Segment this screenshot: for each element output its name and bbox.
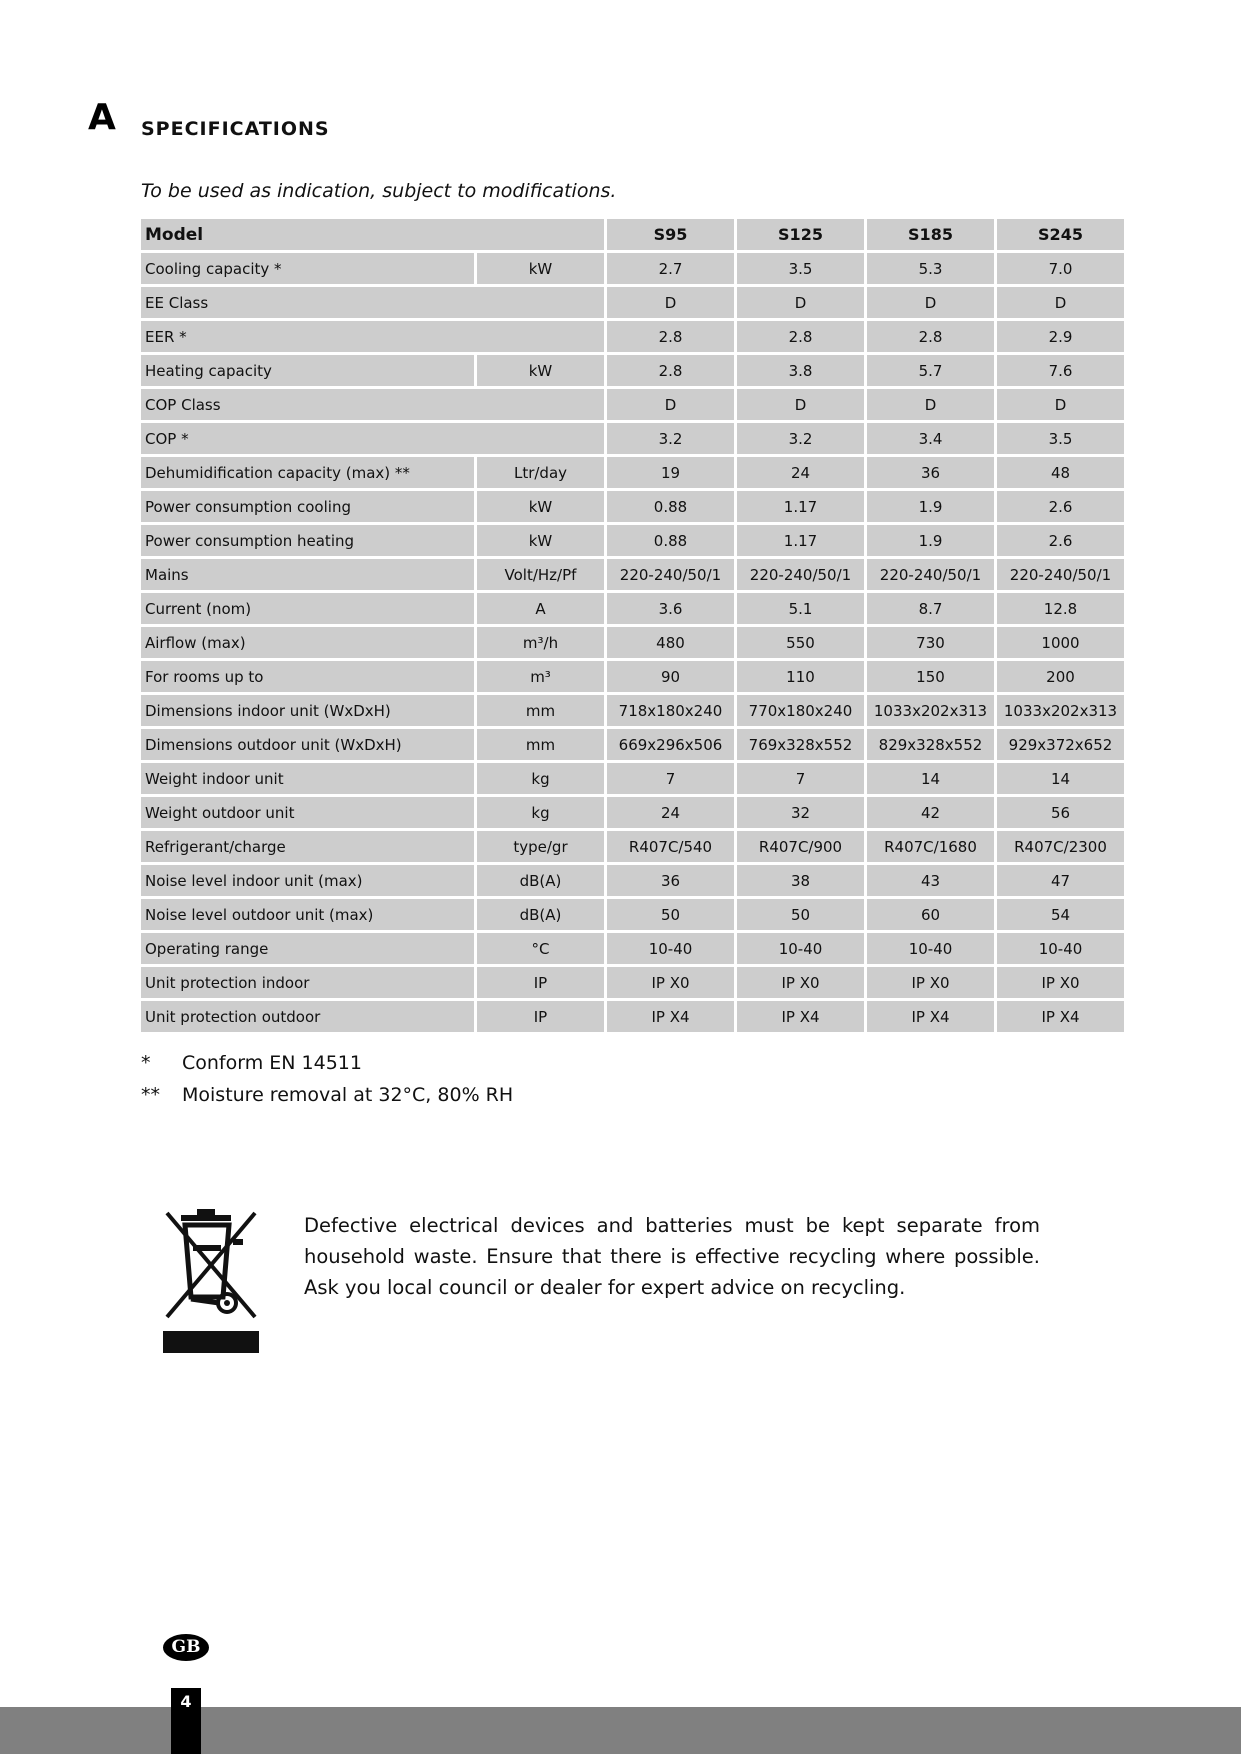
row-value: 47 <box>997 865 1124 896</box>
row-value: 36 <box>867 457 994 488</box>
row-value: 829x328x552 <box>867 729 994 760</box>
row-value: IP X4 <box>737 1001 864 1032</box>
row-value: D <box>607 389 734 420</box>
row-value: 1033x202x313 <box>997 695 1124 726</box>
row-unit: A <box>477 593 604 624</box>
row-value: IP X4 <box>867 1001 994 1032</box>
row-label: Airflow (max) <box>141 627 474 658</box>
row-label: Noise level outdoor unit (max) <box>141 899 474 930</box>
row-value: 10-40 <box>997 933 1124 964</box>
row-value: D <box>607 287 734 318</box>
row-value: 10-40 <box>737 933 864 964</box>
footnote <box>141 1052 513 1084</box>
row-value: 550 <box>737 627 864 658</box>
row-value: 7.6 <box>997 355 1124 386</box>
table-row <box>141 695 1124 726</box>
row-value: 5.1 <box>737 593 864 624</box>
row-value: 50 <box>607 899 734 930</box>
row-value: IP X0 <box>737 967 864 998</box>
table-row <box>141 967 1124 998</box>
row-label: Operating range <box>141 933 474 964</box>
footnote-mark: * <box>141 1052 151 1074</box>
row-label: Current (nom) <box>141 593 474 624</box>
row-value: 7.0 <box>997 253 1124 284</box>
row-value: 2.8 <box>607 355 734 386</box>
row-unit: dB(A) <box>477 865 604 896</box>
table-row <box>141 253 1124 284</box>
row-label: Weight indoor unit <box>141 763 474 794</box>
row-value: 5.3 <box>867 253 994 284</box>
page-number: 4 <box>171 1688 201 1754</box>
row-value: 2.6 <box>997 525 1124 556</box>
row-value: 10-40 <box>607 933 734 964</box>
table-row <box>141 729 1124 760</box>
row-label: Dimensions indoor unit (WxDxH) <box>141 695 474 726</box>
row-value: D <box>737 287 864 318</box>
row-unit: kW <box>477 355 604 386</box>
row-unit: °C <box>477 933 604 964</box>
row-value: 38 <box>737 865 864 896</box>
row-unit: kW <box>477 525 604 556</box>
table-row <box>141 1001 1124 1032</box>
row-value: 150 <box>867 661 994 692</box>
table-row <box>141 559 1124 590</box>
row-value: 669x296x506 <box>607 729 734 760</box>
row-label: Cooling capacity * <box>141 253 474 284</box>
row-unit: type/gr <box>477 831 604 862</box>
table-row <box>141 899 1124 930</box>
table-row <box>141 865 1124 896</box>
row-label: Power consumption heating <box>141 525 474 556</box>
row-unit: m³ <box>477 661 604 692</box>
row-value: R407C/540 <box>607 831 734 862</box>
row-value: R407C/2300 <box>997 831 1124 862</box>
row-value: 1.17 <box>737 491 864 522</box>
row-value: 220-240/50/1 <box>997 559 1124 590</box>
row-value: 60 <box>867 899 994 930</box>
row-value: 200 <box>997 661 1124 692</box>
row-label: Unit protection outdoor <box>141 1001 474 1032</box>
model-header-cell: S125 <box>737 219 864 250</box>
row-unit: Volt/Hz/Pf <box>477 559 604 590</box>
model-header-cell: S95 <box>607 219 734 250</box>
row-value: 0.88 <box>607 525 734 556</box>
table-row <box>141 423 1124 454</box>
table-row <box>141 355 1124 386</box>
footnote-text: Moisture removal at 32°C, 80% RH <box>182 1084 514 1106</box>
row-value: IP X0 <box>867 967 994 998</box>
row-value: 10-40 <box>867 933 994 964</box>
row-value: IP X0 <box>607 967 734 998</box>
row-value: 220-240/50/1 <box>607 559 734 590</box>
row-value: 32 <box>737 797 864 828</box>
table-row <box>141 797 1124 828</box>
section-letter: A <box>88 97 116 138</box>
row-unit: IP <box>477 1001 604 1032</box>
table-row <box>141 661 1124 692</box>
table-row <box>141 525 1124 556</box>
row-label: Unit protection indoor <box>141 967 474 998</box>
row-unit: mm <box>477 729 604 760</box>
row-value: 19 <box>607 457 734 488</box>
row-label: COP * <box>141 423 604 454</box>
row-label: Dehumidification capacity (max) ** <box>141 457 474 488</box>
row-value: 3.5 <box>997 423 1124 454</box>
row-label: Refrigerant/charge <box>141 831 474 862</box>
row-unit: IP <box>477 967 604 998</box>
row-value: 36 <box>607 865 734 896</box>
row-value: 7 <box>607 763 734 794</box>
row-value: D <box>997 287 1124 318</box>
row-value: 24 <box>607 797 734 828</box>
row-value: 0.88 <box>607 491 734 522</box>
row-unit: kW <box>477 491 604 522</box>
row-label: EER * <box>141 321 604 352</box>
row-value: 48 <box>997 457 1124 488</box>
table-row <box>141 287 1124 318</box>
row-label: COP Class <box>141 389 604 420</box>
row-value: 7 <box>737 763 864 794</box>
row-unit: dB(A) <box>477 899 604 930</box>
row-unit: kW <box>477 253 604 284</box>
row-value: R407C/900 <box>737 831 864 862</box>
footnotes <box>141 1052 513 1116</box>
row-value: 929x372x652 <box>997 729 1124 760</box>
row-value: 42 <box>867 797 994 828</box>
row-value: 2.6 <box>997 491 1124 522</box>
row-unit: mm <box>477 695 604 726</box>
table-row <box>141 389 1124 420</box>
table-header-row <box>141 219 1124 250</box>
row-value: 2.8 <box>607 321 734 352</box>
row-value: 8.7 <box>867 593 994 624</box>
row-value: D <box>867 287 994 318</box>
row-value: 2.8 <box>737 321 864 352</box>
row-value: 2.7 <box>607 253 734 284</box>
row-label: Noise level indoor unit (max) <box>141 865 474 896</box>
row-value: 3.2 <box>607 423 734 454</box>
row-value: 54 <box>997 899 1124 930</box>
row-value: 43 <box>867 865 994 896</box>
specifications-table <box>138 216 1127 1035</box>
row-value: IP X4 <box>997 1001 1124 1032</box>
table-row <box>141 831 1124 862</box>
row-value: 110 <box>737 661 864 692</box>
row-unit: kg <box>477 797 604 828</box>
model-header-cell: S185 <box>867 219 994 250</box>
row-value: 90 <box>607 661 734 692</box>
table-row <box>141 763 1124 794</box>
specifications-table-body <box>141 219 1124 1032</box>
model-header-cell: S245 <box>997 219 1124 250</box>
table-row <box>141 627 1124 658</box>
section-title: SPECIFICATIONS <box>141 118 330 140</box>
row-value: 1033x202x313 <box>867 695 994 726</box>
table-row <box>141 457 1124 488</box>
row-value: 1.17 <box>737 525 864 556</box>
row-value: 24 <box>737 457 864 488</box>
row-value: 770x180x240 <box>737 695 864 726</box>
row-label: Power consumption cooling <box>141 491 474 522</box>
recycling-notice: Defective electrical devices and batteries must be kept separate from household waste. Ensure that there is effective recycling where possible. Ask you local council or dealer for expert advice on recycling. <box>304 1214 1040 1299</box>
table-row <box>141 321 1124 352</box>
row-unit: m³/h <box>477 627 604 658</box>
row-value: 1000 <box>997 627 1124 658</box>
row-value: D <box>737 389 864 420</box>
row-value: 220-240/50/1 <box>867 559 994 590</box>
row-label: EE Class <box>141 287 604 318</box>
row-value: 3.6 <box>607 593 734 624</box>
row-value: IP X4 <box>607 1001 734 1032</box>
footnote <box>141 1084 513 1116</box>
row-value: 730 <box>867 627 994 658</box>
row-label: Dimensions outdoor unit (WxDxH) <box>141 729 474 760</box>
table-row <box>141 491 1124 522</box>
row-value: 3.8 <box>737 355 864 386</box>
row-value: 3.4 <box>867 423 994 454</box>
row-value: D <box>867 389 994 420</box>
table-row <box>141 933 1124 964</box>
row-value: 769x328x552 <box>737 729 864 760</box>
intro-text: To be used as indication, subject to modifications. <box>141 180 617 202</box>
row-unit: kg <box>477 763 604 794</box>
row-value: 14 <box>867 763 994 794</box>
row-value: 12.8 <box>997 593 1124 624</box>
row-value: 220-240/50/1 <box>737 559 864 590</box>
row-value: IP X0 <box>997 967 1124 998</box>
row-value: 2.9 <box>997 321 1124 352</box>
row-value: 3.5 <box>737 253 864 284</box>
row-value: 56 <box>997 797 1124 828</box>
row-value: 5.7 <box>867 355 994 386</box>
model-header: Model <box>141 219 604 250</box>
row-value: D <box>997 389 1124 420</box>
row-value: 50 <box>737 899 864 930</box>
row-unit: Ltr/day <box>477 457 604 488</box>
crossed-out-wheelie-bin-icon <box>163 1207 259 1353</box>
row-value: 718x180x240 <box>607 695 734 726</box>
row-value: 14 <box>997 763 1124 794</box>
row-value: 1.9 <box>867 491 994 522</box>
row-value: 480 <box>607 627 734 658</box>
row-label: For rooms up to <box>141 661 474 692</box>
table-row <box>141 593 1124 624</box>
row-label: Heating capacity <box>141 355 474 386</box>
row-label: Mains <box>141 559 474 590</box>
row-value: 2.8 <box>867 321 994 352</box>
language-badge: GB <box>163 1634 209 1661</box>
row-label: Weight outdoor unit <box>141 797 474 828</box>
row-value: 3.2 <box>737 423 864 454</box>
footnote-text: Conform EN 14511 <box>182 1052 362 1074</box>
footnote-mark: ** <box>141 1084 160 1106</box>
row-value: 1.9 <box>867 525 994 556</box>
row-value: R407C/1680 <box>867 831 994 862</box>
